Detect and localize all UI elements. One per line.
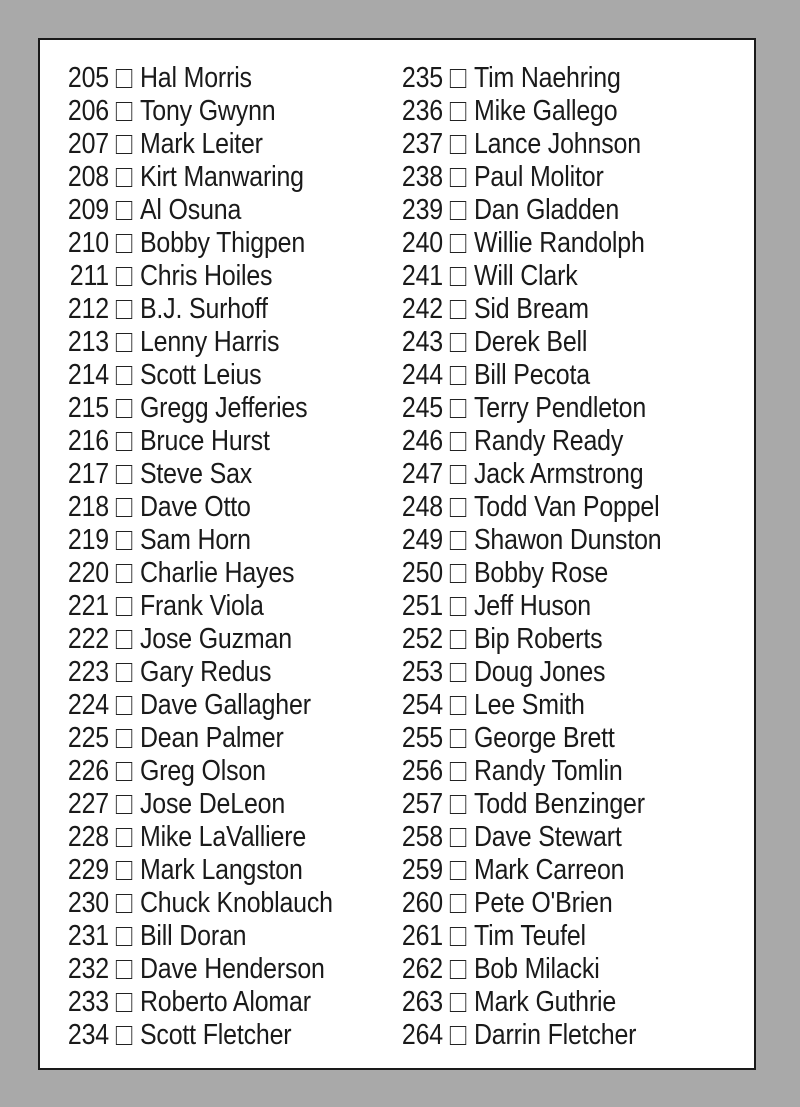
- player-name: Shawon Dunston: [473, 524, 662, 556]
- player-name: Mark Carreon: [473, 854, 625, 886]
- checklist-entry: [66, 590, 333, 623]
- card-number: 205: [67, 62, 109, 94]
- checklist-entry: [66, 788, 333, 821]
- checkbox[interactable]: [116, 564, 132, 583]
- checkbox[interactable]: [450, 69, 466, 88]
- checklist-entry: [66, 392, 333, 425]
- card-number: 226: [67, 755, 109, 787]
- checklist-entry: [400, 425, 662, 458]
- checkbox[interactable]: [116, 333, 132, 352]
- card-number: 259: [401, 854, 443, 886]
- card-number: 253: [401, 656, 443, 688]
- checkbox[interactable]: [450, 1026, 466, 1045]
- checklist-entry: [66, 623, 333, 656]
- card-number: 248: [401, 491, 443, 523]
- checkbox[interactable]: [116, 102, 132, 121]
- card-number: 215: [67, 392, 109, 424]
- checklist-entry: [400, 326, 662, 359]
- checklist-entry: [400, 656, 662, 689]
- checkbox[interactable]: [116, 366, 132, 385]
- checklist-entry: [400, 95, 662, 128]
- checklist-entry: [66, 755, 333, 788]
- checkbox[interactable]: [116, 960, 132, 979]
- checkbox[interactable]: [450, 531, 466, 550]
- checklist-entry: [400, 359, 662, 392]
- checkbox[interactable]: [116, 234, 132, 253]
- checkbox[interactable]: [450, 828, 466, 847]
- player-name: Tony Gwynn: [139, 95, 276, 127]
- checklist-entry: [400, 788, 662, 821]
- checkbox[interactable]: [116, 894, 132, 913]
- player-name: Tim Teufel: [473, 920, 586, 952]
- checkbox[interactable]: [116, 432, 132, 451]
- checklist-entry: [400, 491, 662, 524]
- player-name: Dave Henderson: [139, 953, 325, 985]
- player-name: Tim Naehring: [473, 62, 621, 94]
- checkbox[interactable]: [116, 399, 132, 418]
- checklist-entry: [66, 491, 333, 524]
- checkbox[interactable]: [450, 465, 466, 484]
- checklist-entry: [66, 557, 333, 590]
- checkbox[interactable]: [116, 762, 132, 781]
- checklist-entry: [400, 392, 662, 425]
- checklist-entry: [400, 557, 662, 590]
- checkbox[interactable]: [450, 564, 466, 583]
- player-name: Mark Leiter: [139, 128, 263, 160]
- player-name: Bill Doran: [139, 920, 247, 952]
- checkbox[interactable]: [116, 630, 132, 649]
- checkbox[interactable]: [116, 201, 132, 220]
- checkbox[interactable]: [450, 729, 466, 748]
- checkbox[interactable]: [450, 234, 466, 253]
- card-number: 228: [67, 821, 109, 853]
- player-name: Will Clark: [473, 260, 578, 292]
- checklist-entry: [400, 821, 662, 854]
- checklist-entry: [400, 755, 662, 788]
- checklist-entry: [66, 854, 333, 887]
- checklist-entry: [66, 194, 333, 227]
- player-name: Jeff Huson: [473, 590, 592, 622]
- checkbox[interactable]: [116, 465, 132, 484]
- player-name: Willie Randolph: [473, 227, 645, 259]
- checkbox[interactable]: [450, 201, 466, 220]
- player-name: Pete O'Brien: [473, 887, 613, 919]
- checkbox[interactable]: [450, 663, 466, 682]
- card-number: 230: [67, 887, 109, 919]
- checkbox[interactable]: [450, 432, 466, 451]
- card-number: 229: [67, 854, 109, 886]
- card-number: 234: [67, 1019, 109, 1051]
- checkbox[interactable]: [450, 993, 466, 1012]
- player-name: Bobby Thigpen: [139, 227, 306, 259]
- checkbox[interactable]: [450, 333, 466, 352]
- card-number: 236: [401, 95, 443, 127]
- checklist-entry: [400, 590, 662, 623]
- player-name: Dave Gallagher: [139, 689, 311, 721]
- checklist-entry: [66, 161, 333, 194]
- card-number: 254: [401, 689, 443, 721]
- checklist-entry: [400, 623, 662, 656]
- checklist-entry: [400, 689, 662, 722]
- card-number: 251: [401, 590, 443, 622]
- card-number: 258: [401, 821, 443, 853]
- checklist-entry: [66, 1019, 333, 1052]
- card-number: 235: [401, 62, 443, 94]
- checkbox[interactable]: [116, 1026, 132, 1045]
- player-name: Greg Olson: [139, 755, 266, 787]
- player-name: Bip Roberts: [473, 623, 603, 655]
- card-number: 250: [401, 557, 443, 589]
- card-number: 210: [67, 227, 109, 259]
- checklist-entry: [66, 524, 333, 557]
- player-name: B.J. Surhoff: [139, 293, 268, 325]
- checklist-entry: [66, 260, 333, 293]
- card-number: 209: [67, 194, 109, 226]
- checkbox[interactable]: [116, 927, 132, 946]
- checklist-entry: [400, 953, 662, 986]
- player-name: Hal Morris: [139, 62, 252, 94]
- checkbox[interactable]: [116, 498, 132, 517]
- checklist-entry: [400, 920, 662, 953]
- checkbox[interactable]: [450, 630, 466, 649]
- checkbox[interactable]: [116, 267, 132, 286]
- checkbox[interactable]: [450, 399, 466, 418]
- card-number: 211: [69, 260, 109, 292]
- checklist-entry: [66, 227, 333, 260]
- card-number: 220: [67, 557, 109, 589]
- card-number: 231: [67, 920, 109, 952]
- checkbox[interactable]: [116, 69, 132, 88]
- card-number: 212: [67, 293, 109, 325]
- player-name: Dave Otto: [139, 491, 251, 523]
- checklist-entry: [66, 359, 333, 392]
- card-number: 219: [67, 524, 109, 556]
- player-name: Dave Stewart: [473, 821, 622, 853]
- player-name: Charlie Hayes: [139, 557, 295, 589]
- card-number: 223: [67, 656, 109, 688]
- player-name: Doug Jones: [473, 656, 606, 688]
- checklist-entry: [400, 524, 662, 557]
- player-name: Bruce Hurst: [139, 425, 270, 457]
- player-name: Mike Gallego: [473, 95, 618, 127]
- checklist-card: [38, 38, 756, 1070]
- checklist-entry: [400, 128, 662, 161]
- checkbox[interactable]: [450, 960, 466, 979]
- card-number: 218: [67, 491, 109, 523]
- checkbox[interactable]: [116, 135, 132, 154]
- checklist-entry: [400, 227, 662, 260]
- player-name: Lance Johnson: [473, 128, 641, 160]
- checkbox[interactable]: [116, 597, 132, 616]
- player-name: Kirt Manwaring: [139, 161, 304, 193]
- card-number: 244: [401, 359, 443, 391]
- card-number: 221: [67, 590, 109, 622]
- checkbox[interactable]: [116, 795, 132, 814]
- player-name: Paul Molitor: [473, 161, 604, 193]
- card-number: 261: [401, 920, 443, 952]
- card-number: 257: [401, 788, 443, 820]
- card-number: 214: [67, 359, 109, 391]
- card-number: 225: [67, 722, 109, 754]
- card-number: 240: [401, 227, 443, 259]
- checkbox[interactable]: [116, 168, 132, 187]
- player-name: Mike LaValliere: [139, 821, 307, 853]
- card-number: 208: [67, 161, 109, 193]
- checkbox[interactable]: [116, 861, 132, 880]
- player-name: Gary Redus: [139, 656, 272, 688]
- card-number: 232: [67, 953, 109, 985]
- checklist-entry: [400, 458, 662, 491]
- player-name: Chris Hoiles: [139, 260, 273, 292]
- checklist-entry: [66, 458, 333, 491]
- card-number: 256: [401, 755, 443, 787]
- player-name: Al Osuna: [139, 194, 242, 226]
- player-name: Steve Sax: [139, 458, 253, 490]
- checkbox[interactable]: [450, 762, 466, 781]
- card-number: 241: [401, 260, 443, 292]
- card-number: 224: [67, 689, 109, 721]
- checklist-entry: [66, 722, 333, 755]
- checklist-entry: [400, 887, 662, 920]
- player-name: Sam Horn: [139, 524, 251, 556]
- checkbox[interactable]: [450, 102, 466, 121]
- checklist-entry: [66, 920, 333, 953]
- checkbox[interactable]: [116, 531, 132, 550]
- player-name: Roberto Alomar: [139, 986, 311, 1018]
- checklist-entry: [66, 425, 333, 458]
- player-name: Bill Pecota: [473, 359, 590, 391]
- checklist-entry: [400, 161, 662, 194]
- player-name: Mark Guthrie: [473, 986, 617, 1018]
- checkbox[interactable]: [450, 300, 466, 319]
- checkbox[interactable]: [450, 894, 466, 913]
- card-number: 213: [67, 326, 109, 358]
- checkbox[interactable]: [116, 663, 132, 682]
- checklist-entry: [400, 722, 662, 755]
- card-number: 255: [401, 722, 443, 754]
- player-name: Todd Benzinger: [473, 788, 645, 820]
- card-number: 239: [401, 194, 443, 226]
- card-number: 217: [67, 458, 109, 490]
- checkbox[interactable]: [450, 498, 466, 517]
- checklist-left-column: [66, 62, 376, 1052]
- player-name: Scott Fletcher: [139, 1019, 292, 1051]
- player-name: Bob Milacki: [473, 953, 600, 985]
- card-number: 227: [67, 788, 109, 820]
- checklist-right-column: [400, 62, 704, 1052]
- player-name: Darrin Fletcher: [473, 1019, 637, 1051]
- checklist-entry: [400, 986, 662, 1019]
- checkbox[interactable]: [116, 300, 132, 319]
- card-number: 242: [401, 293, 443, 325]
- player-name: Scott Leius: [139, 359, 262, 391]
- checklist-entry: [400, 62, 662, 95]
- card-number: 246: [401, 425, 443, 457]
- checklist-entry: [66, 293, 333, 326]
- player-name: Frank Viola: [139, 590, 264, 622]
- checklist-entry: [66, 689, 333, 722]
- checkbox[interactable]: [116, 696, 132, 715]
- card-number: 222: [67, 623, 109, 655]
- card-number: 262: [401, 953, 443, 985]
- player-name: Chuck Knoblauch: [139, 887, 333, 919]
- checkbox[interactable]: [450, 861, 466, 880]
- checklist-entry: [66, 62, 333, 95]
- card-number: 237: [401, 128, 443, 160]
- card-number: 260: [401, 887, 443, 919]
- checkbox[interactable]: [116, 729, 132, 748]
- checklist-entry: [66, 821, 333, 854]
- checklist-entry: [400, 194, 662, 227]
- checklist-entry: [66, 887, 333, 920]
- player-name: Bobby Rose: [473, 557, 609, 589]
- player-name: Derek Bell: [473, 326, 588, 358]
- player-name: George Brett: [473, 722, 615, 754]
- player-name: Lee Smith: [473, 689, 585, 721]
- player-name: Dan Gladden: [473, 194, 620, 226]
- player-name: Todd Van Poppel: [473, 491, 660, 523]
- card-number: 207: [67, 128, 109, 160]
- card-number: 233: [67, 986, 109, 1018]
- player-name: Mark Langston: [139, 854, 303, 886]
- checklist-entry: [400, 260, 662, 293]
- player-name: Sid Bream: [473, 293, 589, 325]
- card-number: 264: [401, 1019, 443, 1051]
- card-number: 252: [401, 623, 443, 655]
- player-name: Jose Guzman: [139, 623, 292, 655]
- card-number: 263: [401, 986, 443, 1018]
- card-number: 206: [67, 95, 109, 127]
- player-name: Randy Tomlin: [473, 755, 623, 787]
- card-number: 249: [401, 524, 443, 556]
- checkbox[interactable]: [450, 597, 466, 616]
- checkbox[interactable]: [450, 366, 466, 385]
- checkbox[interactable]: [450, 795, 466, 814]
- card-number: 238: [401, 161, 443, 193]
- card-number: 245: [401, 392, 443, 424]
- player-name: Terry Pendleton: [473, 392, 647, 424]
- checkbox[interactable]: [450, 927, 466, 946]
- checklist-entry: [66, 128, 333, 161]
- checkbox[interactable]: [450, 168, 466, 187]
- checkbox[interactable]: [450, 135, 466, 154]
- player-name: Jack Armstrong: [473, 458, 644, 490]
- checklist-entry: [66, 986, 333, 1019]
- player-name: Randy Ready: [473, 425, 624, 457]
- player-name: Jose DeLeon: [139, 788, 286, 820]
- checklist-entry: [400, 854, 662, 887]
- checklist-entry: [400, 1019, 662, 1052]
- player-name: Dean Palmer: [139, 722, 284, 754]
- checkbox[interactable]: [450, 267, 466, 286]
- checkbox[interactable]: [116, 828, 132, 847]
- checklist-entry: [66, 953, 333, 986]
- card-number: 247: [401, 458, 443, 490]
- checklist-entry: [66, 326, 333, 359]
- player-name: Lenny Harris: [139, 326, 280, 358]
- checkbox[interactable]: [450, 696, 466, 715]
- checklist-entry: [66, 95, 333, 128]
- checklist-entry: [400, 293, 662, 326]
- card-number: 216: [67, 425, 109, 457]
- checkbox[interactable]: [116, 993, 132, 1012]
- checklist-entry: [66, 656, 333, 689]
- card-number: 243: [401, 326, 443, 358]
- player-name: Gregg Jefferies: [139, 392, 308, 424]
